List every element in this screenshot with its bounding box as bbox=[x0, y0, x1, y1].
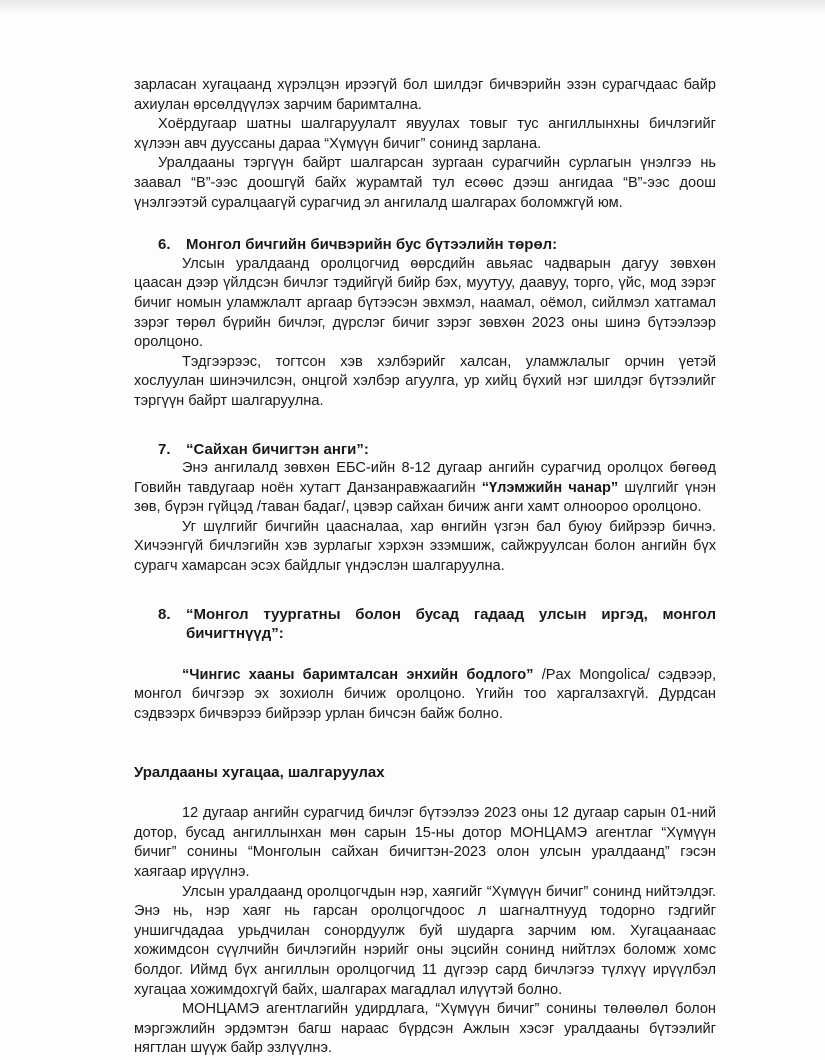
document-body bbox=[134, 76, 716, 1059]
paragraph-second-round: Хоёрдугаар шатны шалгаруулалт явуулах товыг тус ангиллынхны бичлэгийг хүлээн авч дууссаны дараа “Хүмүүн бичиг” сонинд зарлана. bbox=[134, 116, 716, 152]
section-title: “Монгол туургатны болон бусад гадаад улсын иргэд, монгол бичигтнүүд”: bbox=[186, 605, 716, 643]
section-6-heading bbox=[134, 235, 716, 255]
section-8-paragraph-1 bbox=[134, 666, 716, 725]
scan-edge-shadow bbox=[0, 0, 825, 14]
section-title: “Сайхан бичигтэн анги”: bbox=[186, 440, 369, 458]
timeline-paragraph-3: МОНЦАМЭ агентлагийн удирдлага, “Хүмүүн бичиг” сонины төлөөлөл болон мэргэжлийн эрдэмтэн багш нараас бүрдсэн Ажлын хэсэг уралдааны бүтээлийг нягтлан шүүж байр эзлүүлнэ. bbox=[134, 1001, 716, 1057]
section-7-heading bbox=[134, 440, 716, 460]
section-8-heading bbox=[134, 605, 716, 644]
section-6-paragraph-2: Тэдгээрээс, тогтсон хэв хэлбэрийг халсан, уламжлалыг орчин үетэй хослуулан шинэчилсэн, онцгой хэлбэр агуулга, ур хийц бүхий нэг шилдэг бүтээлийг тэргүүн байрт шалгаруулна. bbox=[134, 353, 716, 409]
section-7-paragraph-2: Уг шүлгийг бичгийн цаасналаа, хар өнгийн үзгэн бал буюу бийрээр бичнэ. Хичээнгүй бичлэгийн хэв зурлагыг хэрхэн эзэмшиж, сайжруулсан болон ангийн бүх сурагч хамарсан эсэх байдлыг үндэслэн шалгаруулна. bbox=[134, 518, 716, 575]
paragraph-grade-rule: Уралдааны тэргүүн байрт шалгарсан зургаан сурагчийн сурлагын үнэлгээ нь заавал “В”-ээс доошгүй байх журамтай тул есөөс дээш ангидаа “В”-ээс доош үнэлгээтэй суралцаагүй сурагчид эл ангилалд шалгарах боломжгүй юм. bbox=[134, 155, 716, 211]
poem-title: “Үлэмжийн чанар” bbox=[481, 479, 619, 496]
timeline-heading: Уралдааны хугацаа, шалгаруулах bbox=[134, 763, 385, 781]
section-number: 7. bbox=[158, 440, 171, 458]
section-number: 6. bbox=[158, 236, 171, 254]
text-run: Энэ ангилалд зөвхөн ЕБС-ийн 8-12 дугаар ангийн сурагчид оролцох бөгөөд Говийн тавдугаар ноён хутагт Данзанравжаагийн bbox=[134, 460, 716, 496]
timeline-paragraph-2: Улсын уралдаанд оролцогчдын нэр, хаягийг “Хүмүүн бичиг” сонинд нийтэлдэг. Энэ нь, нэр хаяг нь гарсан оролцогчдоос л шагналтнууд тодорно гэдгийг уншигчдадаа урьдчилан сонордуулж буй шударга зарчим юм. Хугацаанаас хожимдсон сүүлчийн бичлэгийн нэрийг оны эцсийн сонинд нийтлэх боломж хомс болдог. Иймд бүх ангиллын оролцогчид 11 дүгээр сард бичлэгээ түлхүү ирүүлбэл хугацаа хожимдохгүй байх, шалгарах магадлал илүүтэй болно. bbox=[134, 883, 716, 998]
timeline-paragraph-1: 12 дугаар ангийн сурагчид бичлэг бүтээлээ 2023 оны 12 дугаар сарын 01-ний дотор, бусад ангиллынхан мөн сарын 15-ны дотор МОНЦАМЭ агентлаг “Хүмүүн бичиг” сонины “Монголын сайхан бичигтэн-2023 олон улсын уралдаанд” гэсэн хаягаар ирүүлнэ. bbox=[134, 805, 716, 880]
section-7-paragraph-1 bbox=[134, 459, 716, 518]
section-title: Монгол бичгийн бичвэрийн бус бүтээлийн төрөл: bbox=[186, 236, 558, 254]
text-run: /Pax Mongolica/ сэдвээр, монгол бичгээр эх зохиолн бичиж оролцоно. Үгийн тоо харгалзахгүй. Дурдсан сэдвээрх бичвэрээ бийрээр урлан бичсэн байж болно. bbox=[134, 666, 716, 723]
text-run: шүлгийг үнэн зөв, бүрэн гүйцэд /таван бадаг/, цэвэр сайхан бичиж анги хамт олноороо оролцоно. bbox=[134, 479, 716, 516]
theme-title: “Чингис хааны баримталсан энхийн бодлого” bbox=[182, 666, 534, 683]
section-6-paragraph-1: Улсын уралдаанд оролцогчид өөрсдийн авьяас чадварын дагуу зөвхөн цаасан дээр үйлдсэн бичлэг тэдийгүй бийр бэх, муутуу, даавуу, торго, үйс, мод зэрэг бичиг номын уламжлалт аргаар бүтээсэн эвхмэл, наамал, оёмол, сийлмэл хатгамал зэрэг төрөл бүрийн бичлэг, дүрслэг бичиг зэрэг зөвхөн 2023 оны шинэ бүтээлээр оролцоно. bbox=[134, 255, 716, 351]
paragraph-intro: зарласан хугацаанд хүрэлцэн ирээгүй бол шилдэг бичвэрийн эзэн сурагчдаас байр ахиулан өрсөлдүүлэх зарчим баримтална. bbox=[134, 77, 716, 113]
section-number: 8. bbox=[158, 605, 171, 623]
